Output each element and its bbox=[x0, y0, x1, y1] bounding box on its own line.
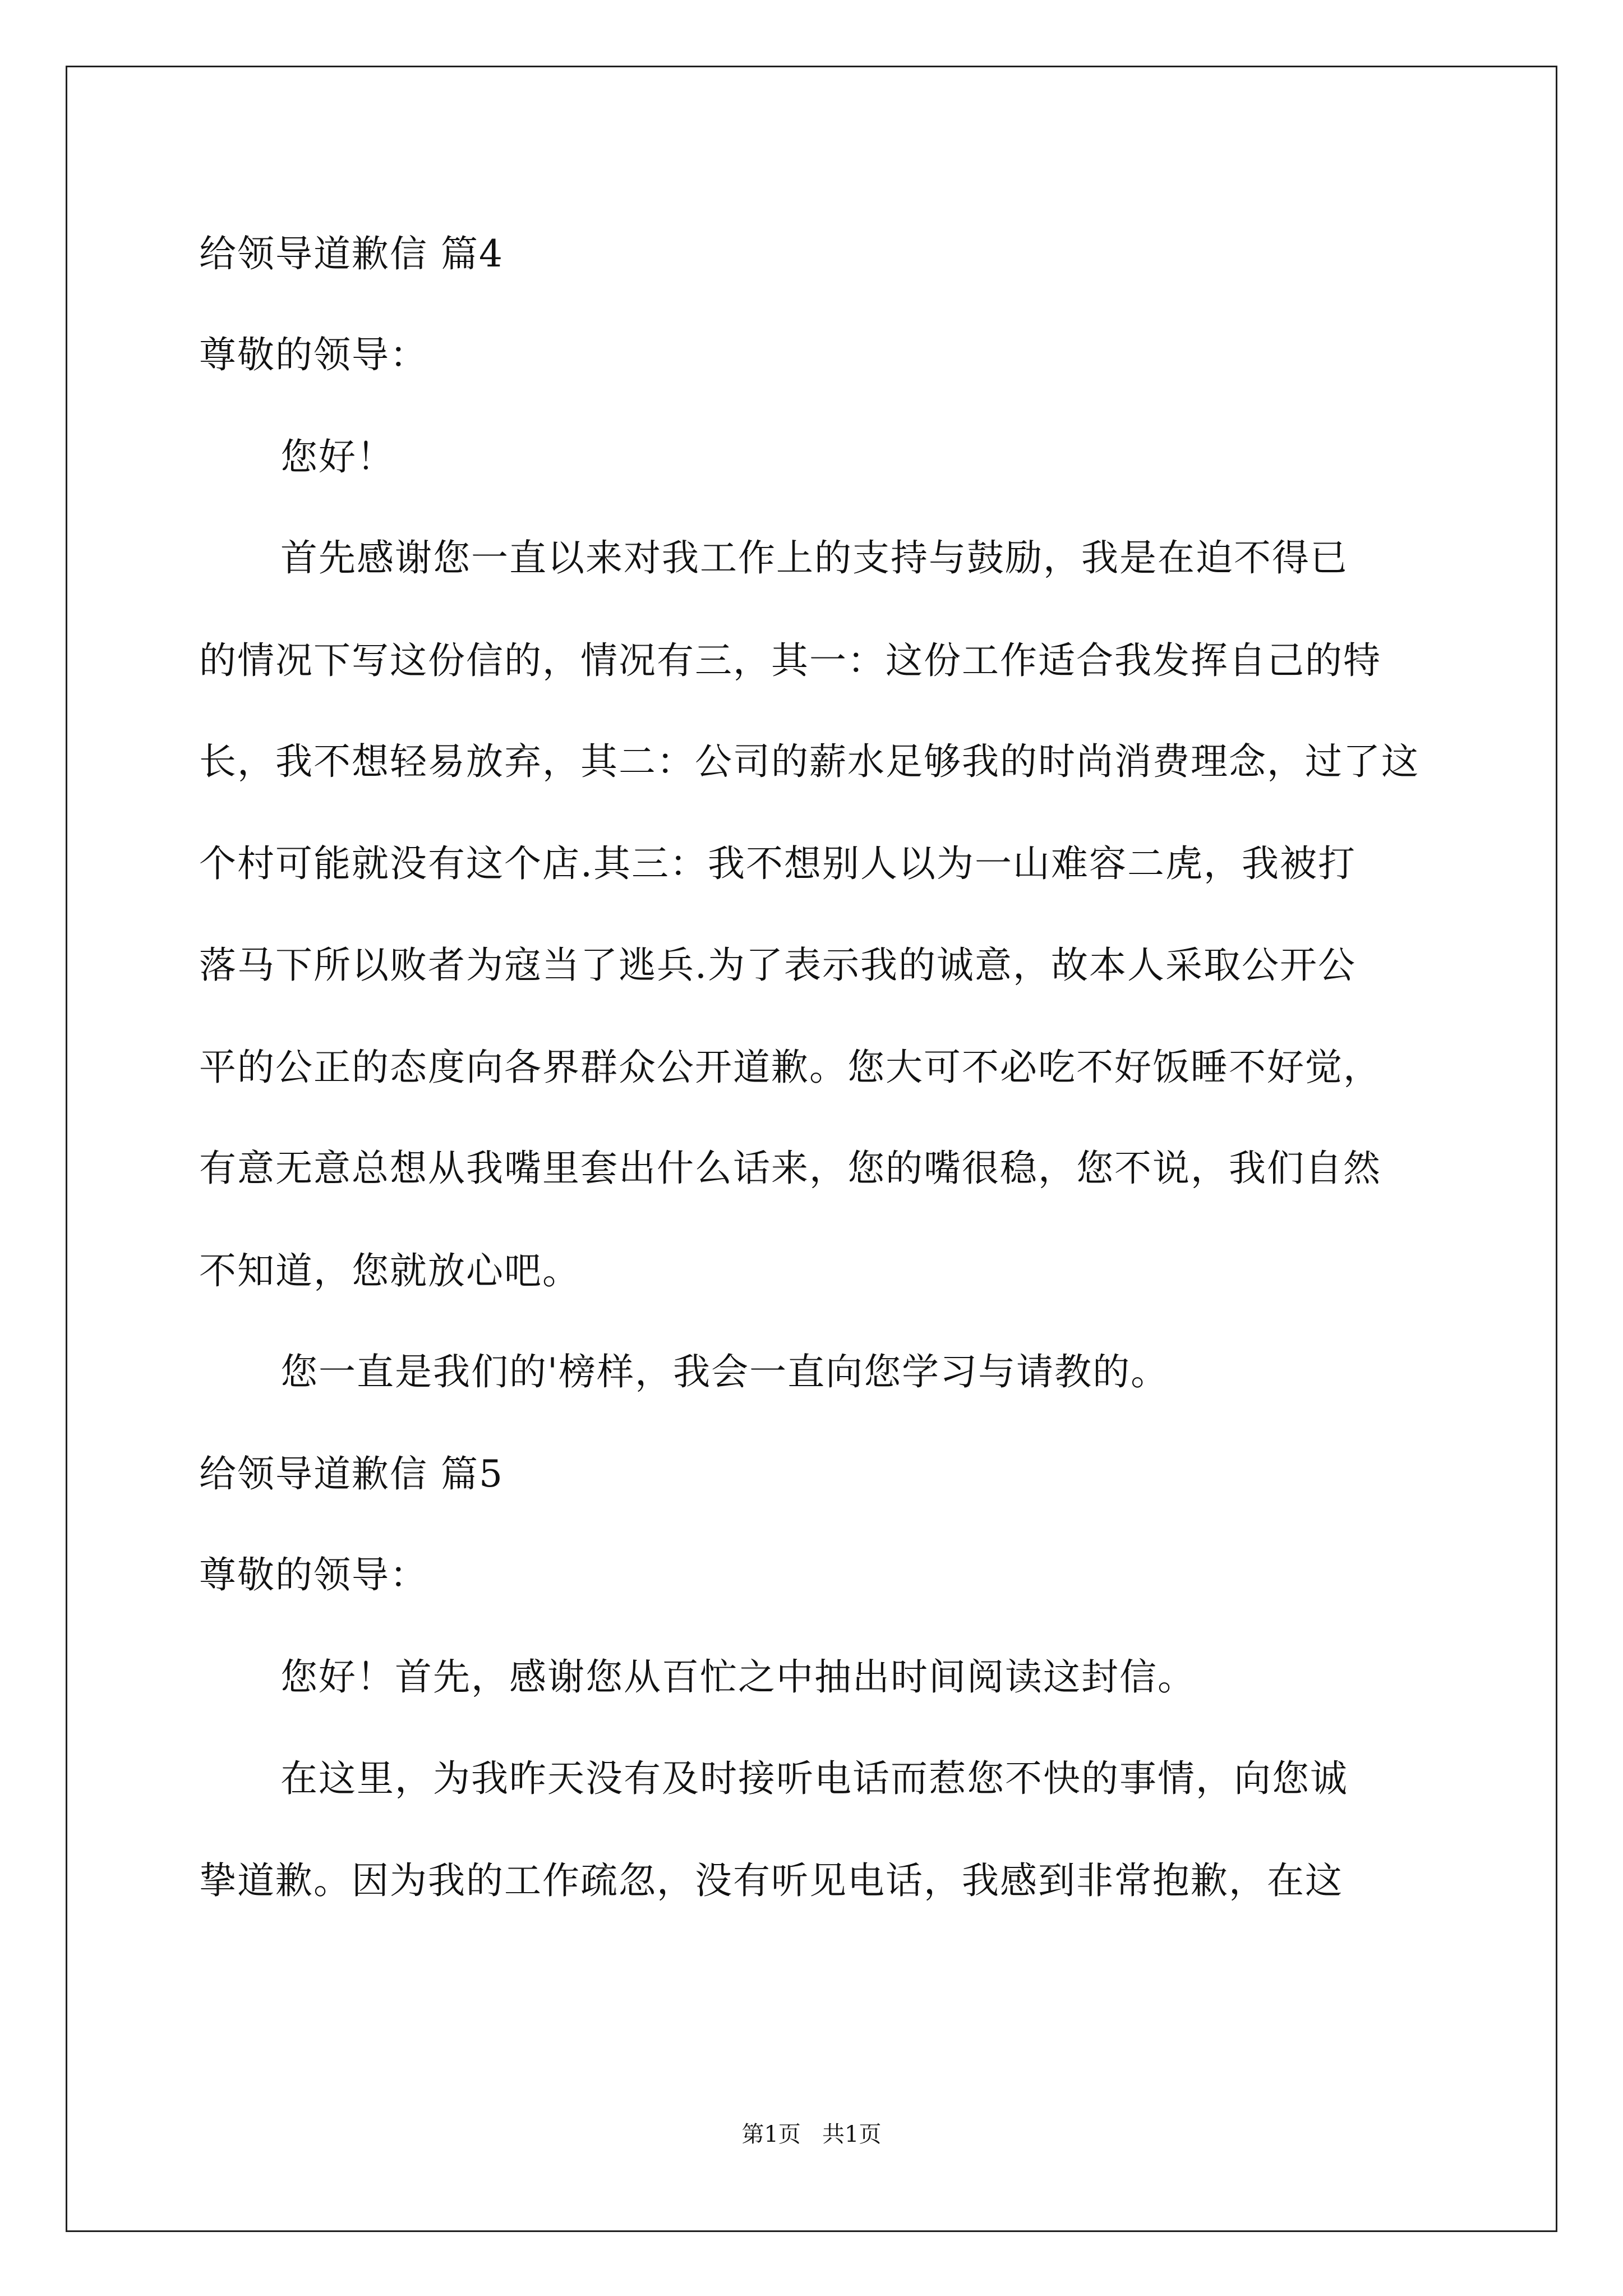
body-line: 长，我不想轻易放弃，其二：公司的薪水足够我的时尚消费理念，过了这 bbox=[199, 740, 1419, 783]
body-line: 您一直是我们的'榜样，我会一直向您学习与请教的。 bbox=[280, 1350, 1169, 1393]
section-heading-4: 给领导道歉信 篇4 bbox=[199, 232, 504, 275]
salutation: 尊敬的领导： bbox=[199, 1553, 428, 1596]
body-line: 在这里，为我昨天没有及时接听电话而惹您不快的事情，向您诚 bbox=[280, 1757, 1348, 1800]
body-line: 不知道，您就放心吧。 bbox=[199, 1249, 580, 1292]
body-line: 个村可能就没有这个店.其三：我不想别人以为一山难容二虎，我被打 bbox=[199, 842, 1356, 885]
body-line: 挚道歉。因为我的工作疏忽，没有听见电话，我感到非常抱歉，在这 bbox=[199, 1859, 1343, 1902]
greeting: 您好！首先，感谢您从百忙之中抽出时间阅读这封信。 bbox=[280, 1655, 1196, 1699]
body-line: 有意无意总想从我嘴里套出什么话来，您的嘴很稳，您不说，我们自然 bbox=[199, 1147, 1381, 1190]
salutation: 尊敬的领导： bbox=[199, 333, 428, 376]
page-footer: 第1页 共1页 bbox=[741, 2122, 882, 2147]
greeting: 您好！ bbox=[280, 435, 395, 478]
body-line: 首先感谢您一直以来对我工作上的支持与鼓励，我是在迫不得已 bbox=[280, 536, 1348, 579]
body-line: 平的公正的态度向各界群众公开道歉。您大可不必吃不好饭睡不好觉， bbox=[199, 1046, 1381, 1089]
section-heading-5: 给领导道歉信 篇5 bbox=[199, 1452, 504, 1496]
body-line: 的情况下写这份信的，情况有三，其一：这份工作适合我发挥自己的特 bbox=[199, 639, 1381, 682]
body-line: 落马下所以败者为寇当了逃兵.为了表示我的诚意，故本人采取公开公 bbox=[199, 944, 1356, 987]
